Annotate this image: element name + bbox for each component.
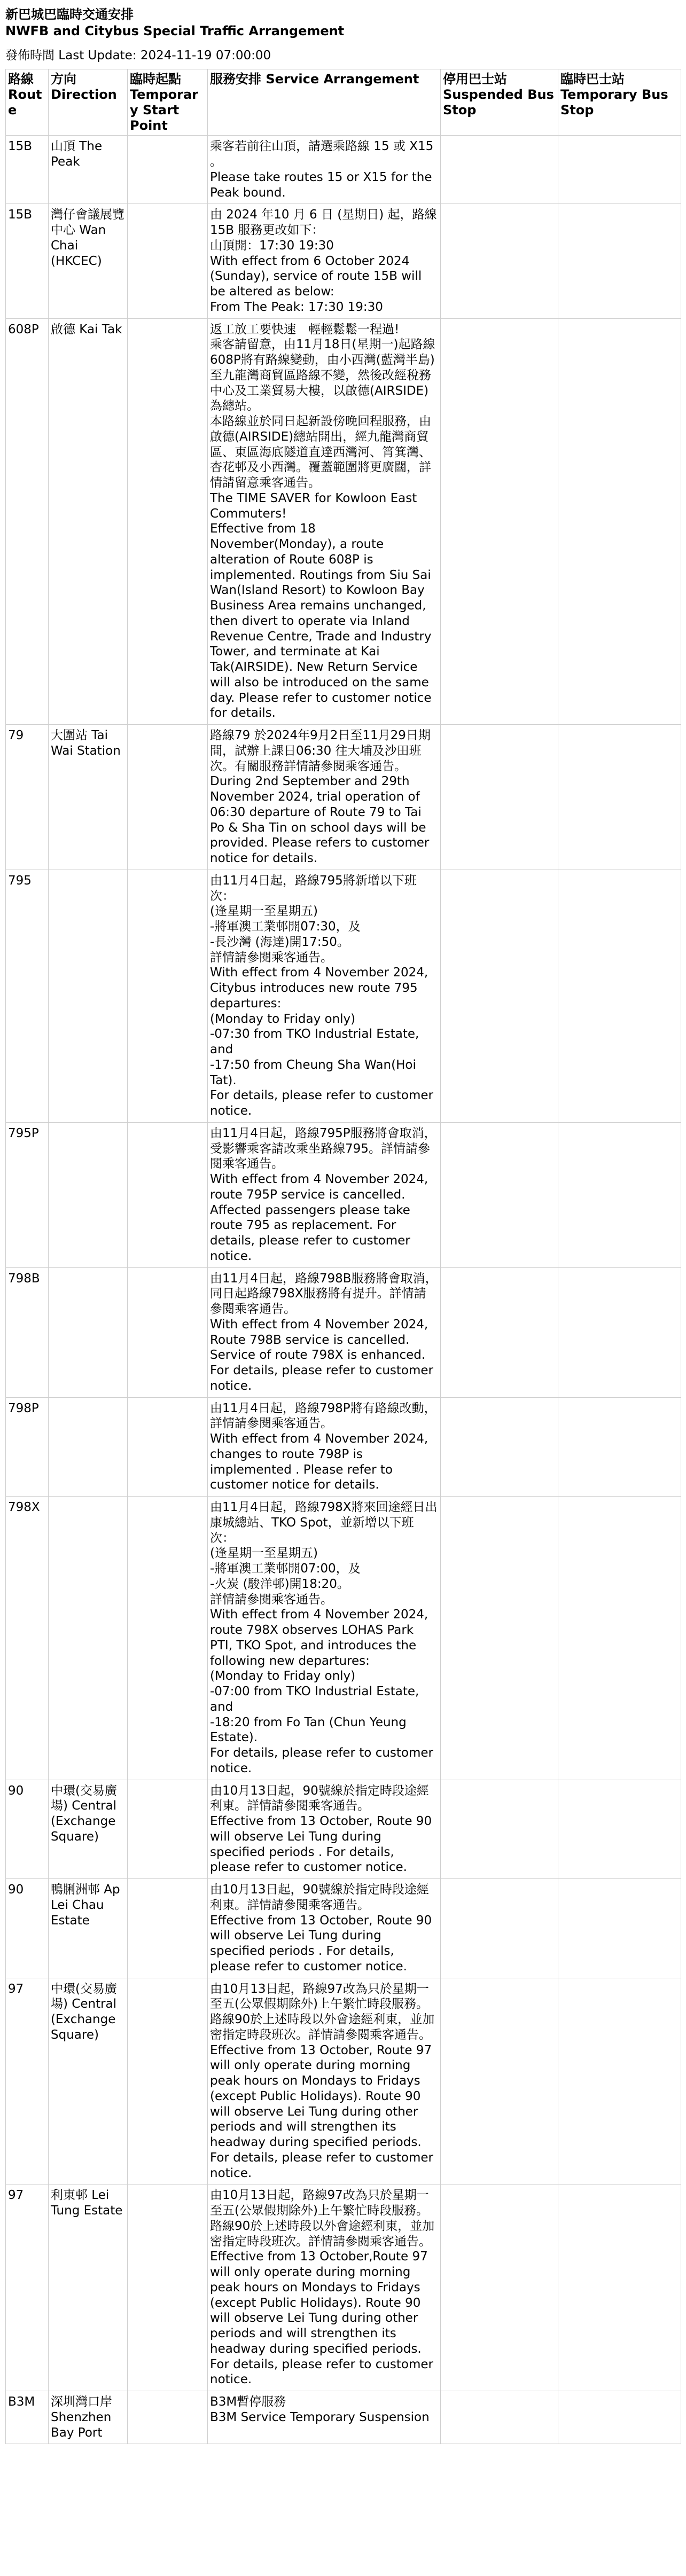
suspended-stop-cell [441,1780,558,1879]
service-line: (Monday to Friday only) [210,1669,356,1684]
suspended-stop-cell [441,136,558,204]
route-cell: 79 [6,725,49,870]
suspended-stop-cell [441,725,558,870]
temporary-stop-cell [558,318,681,725]
service-cell [208,1122,441,1267]
direction-cell: 山頂 The Peak [49,136,128,204]
temporary-stop-cell [558,1267,681,1397]
table-row [6,1122,681,1267]
table-row [6,204,681,318]
route-cell: 795P [6,1122,49,1267]
direction-cell: 鴨脷洲邨 Ap Lei Chau Estate [49,1879,128,1978]
temporary-start-cell [128,136,208,204]
table-row [6,1397,681,1497]
route-cell: 798B [6,1267,49,1397]
route-cell: 15B [6,136,49,204]
service-cell [208,2184,441,2391]
column-header-temporary-start: 臨時起點 Temporary Start Point [128,69,208,136]
service-line: Please take routes 15 or X15 for the Peak bound. [210,170,432,200]
service-cell [208,136,441,204]
temporary-stop-cell [558,1397,681,1497]
service-line: 返工放工要快速 輕輕鬆鬆一程過! [210,322,400,336]
temporary-stop-cell [558,136,681,204]
table-row [6,1879,681,1978]
service-line: -長沙灣 (海達)開17:50。 [210,935,349,949]
table-row [6,318,681,725]
column-header-suspended-stop: 停用巴士站 Suspended Bus Stop [441,69,558,136]
temporary-stop-cell [558,1780,681,1879]
temporary-start-cell [128,2391,208,2444]
service-line: Effective from 13 October, Route 90 will observe Lei Tung during specified periods . For details, please refer to customer notice. [210,1913,432,1974]
table-row [6,1497,681,1780]
direction-cell [49,1497,128,1780]
route-cell: 97 [6,2184,49,2391]
suspended-stop-cell [441,1267,558,1397]
column-header-route: 路線 Route [6,69,49,136]
temporary-start-cell [128,1978,208,2184]
service-cell [208,1267,441,1397]
temporary-stop-cell [558,2391,681,2444]
temporary-start-cell [128,1780,208,1879]
service-line: Effective from 13 October, Route 90 will observe Lei Tung during specified periods . For details, please refer to customer notice. [210,1814,432,1875]
service-cell [208,1397,441,1497]
service-line: During 2nd September and 29th November 2024, trial operation of 06:30 departure of Route 79 to Tai Po & Sha Tin on school days will be provided. Please refers to customer notice for details. [210,774,430,866]
service-line: 本路線並於同日起新設傍晚回程服務，由啟德(AIRSIDE)總站開出，經九龍灣商貿區、東區海底隧道直達西灣河、筲箕灣、杏花邨及小西灣。覆蓋範圍將更廣闊，詳情請留意乘客通告。 [210,414,431,490]
direction-cell [49,1267,128,1397]
service-cell [208,1497,441,1780]
suspended-stop-cell [441,1122,558,1267]
suspended-stop-cell [441,2184,558,2391]
column-header-temporary-stop: 臨時巴士站 Temporary Bus Stop [558,69,681,136]
suspended-stop-cell [441,1497,558,1780]
temporary-stop-cell [558,1122,681,1267]
direction-cell: 大圍站 Tai Wai Station [49,725,128,870]
route-cell: 97 [6,1978,49,2184]
title-zh: 新巴城巴臨時交通安排 [5,7,134,22]
service-line: -07:30 from TKO Industrial Estate, and [210,1027,419,1057]
temporary-stop-cell [558,1497,681,1780]
temporary-start-cell [128,1267,208,1397]
service-line: -07:00 from TKO Industrial Estate, and [210,1685,419,1714]
direction-cell [49,870,128,1122]
temporary-start-cell [128,870,208,1122]
route-cell: 795 [6,870,49,1122]
temporary-start-cell [128,2184,208,2391]
service-line: 由10月13日起，90號線於指定時段途經利東。詳情請參閱乘客通告。 [210,1783,429,1813]
service-cell [208,1879,441,1978]
service-line: With effect from 6 October 2024 (Sunday), service of route 15B will be altered as below: [210,254,422,299]
service-line: 由 2024 年10 月 6 日 (星期日) 起，路線 15B 服務更改如下： [210,208,437,238]
title-en: NWFB and Citybus Special Traffic Arrangement [5,24,345,39]
service-cell [208,1780,441,1879]
table-row [6,725,681,870]
direction-cell: 中環(交易廣場) Central (Exchange Square) [49,1780,128,1879]
table-header-row [6,69,681,136]
service-line: 詳情請參閱乘客通告。 [210,1592,333,1607]
service-line: With effect from 4 November 2024, route 798X observes LOHAS Park PTI, TKO Spot, and introduces the following new departures: [210,1608,428,1668]
temporary-start-cell [128,1497,208,1780]
service-cell [208,870,441,1122]
service-cell [208,2391,441,2444]
service-cell [208,725,441,870]
service-line: -18:20 from Fo Tan (Chun Yeung Estate). [210,1715,407,1745]
table-row [6,136,681,204]
service-line: -17:50 from Cheung Sha Wan(Hoi Tat). [210,1058,416,1087]
service-line: The TIME SAVER for Kowloon East Commuters! [210,491,417,521]
suspended-stop-cell [441,870,558,1122]
last-update: 發佈時間 Last Update: 2024-11-19 07:00:00 [5,49,271,63]
column-header-direction: 方向 Direction [49,69,128,136]
service-line: 由11月4日起，路線798B服務將會取消，同日起路線798X服務將有提升。詳情請參閱乘客通告。 [210,1271,438,1317]
table-row [6,870,681,1122]
service-line: 路線79 於2024年9月2日至11月29日期間，試辦上課日06:30 往大埔及沙田班次。有關服務詳情請參閱乘客通告。 [210,729,431,773]
temporary-start-cell [128,204,208,318]
service-line: (逢星期一至星期五) [210,1546,318,1561]
temporary-stop-cell [558,1879,681,1978]
service-line: For details, please refer to customer notice. [210,1746,433,1775]
route-cell: 15B [6,204,49,318]
direction-cell: 中環(交易廣場) Central (Exchange Square) [49,1978,128,2184]
service-line: 由10月13日起，路線97改為只於星期一至五(公眾假期除外)上午繁忙時段服務。路線90於上述時段以外會途經利東，並加密指定時段班次。詳情請參閱乘客通告。 [210,2188,435,2249]
table-row [6,1978,681,2184]
direction-cell [49,1122,128,1267]
route-cell: 90 [6,1879,49,1978]
service-cell [208,204,441,318]
service-cell [208,1978,441,2184]
temporary-stop-cell [558,2184,681,2391]
service-line: 由10月13日起，路線97改為只於星期一至五(公眾假期除外)上午繁忙時段服務。路線90於上述時段以外會途經利東，並加密指定時段班次。詳情請參閱乘客通告。 [210,1982,435,2042]
direction-cell: 深圳灣口岸 Shenzhen Bay Port [49,2391,128,2444]
suspended-stop-cell [441,204,558,318]
table-row [6,1780,681,1879]
service-line: With effect from 4 November 2024, Citybus introduces new route 795 departures: [210,966,428,1011]
service-line: 乘客若前往山頂，請選乘路線 15 或 X15 。 [210,139,434,169]
table-row [6,1267,681,1397]
service-line: -將軍澳工業邨開07:00，及 [210,1562,361,1576]
suspended-stop-cell [441,1397,558,1497]
service-line: Effective from 13 October,Route 97 will only operate during morning peak hours on Mondays to Fridays (except Public Holidays). Route 90 will observe Lei Tung during other periods and will strengthen its headway during specified periods. For details, please refer to customer notice. [210,2250,433,2387]
temporary-stop-cell [558,1978,681,2184]
service-line: Effective from 13 October, Route 97 will only operate during morning peak hours on Mondays to Fridays (except Public Holidays). Route 90 will observe Lei Tung during other periods and will strengthen its headway during specified periods. For details, please refer to customer notice. [210,2043,433,2180]
table-row [6,2184,681,2391]
arrangement-table [5,69,681,2444]
temporary-stop-cell [558,725,681,870]
route-cell: B3M [6,2391,49,2444]
service-line: 由11月4日起，路線795P服務將會取消，受影響乘客請改乘坐路線795。詳情請參閱乘客通告。 [210,1126,436,1171]
service-line: From The Peak: 17:30 19:30 [210,300,383,314]
route-cell: 608P [6,318,49,725]
route-cell: 798P [6,1397,49,1497]
service-line: 由11月4日起，路線798X將來回途經日出康城總站、TKO Spot，並新增以下班次： [210,1500,438,1545]
direction-cell: 啟德 Kai Tak [49,318,128,725]
table-body [6,136,681,2444]
service-line: 由10月13日起，90號線於指定時段途經利東。詳情請參閱乘客通告。 [210,1883,429,1912]
temporary-start-cell [128,1397,208,1497]
direction-cell: 灣仔會議展覽中心 Wan Chai (HKCEC) [49,204,128,318]
table-row [6,2391,681,2444]
service-line: -火炭 (駿洋邨)開18:20。 [210,1577,349,1591]
service-line: (逢星期一至星期五) [210,904,318,919]
service-line: 山頂開：17:30 19:30 [210,238,334,253]
service-cell [208,318,441,725]
service-line: With effect from 4 November 2024, changes to route 798P is implemented . Please refer to customer notice for details. [210,1432,428,1492]
temporary-stop-cell [558,204,681,318]
service-line: 由11月4日起，路線798P將有路線改動，詳情請參閱乘客通告。 [210,1401,436,1431]
service-line: 乘客請留意，由11月18日(星期一)起路線608P將有路線變動，由小西灣(藍灣半島)至九龍灣商貿區路線不變，然後改經稅務中心及工業貿易大樓，以啟德(AIRSIDE)為總站。 [210,338,435,413]
service-line: With effect from 4 November 2024, route 795P service is cancelled. Affected passengers please take route 795 as replacement. For details, please refer to customer notice. [210,1172,428,1263]
service-line: For details, please refer to customer notice. [210,1089,433,1118]
temporary-start-cell [128,318,208,725]
direction-cell [49,1397,128,1497]
service-line: With effect from 4 November 2024, Route 798B service is cancelled. Service of route 798X is enhanced. For details, please refer to customer notice. [210,1317,433,1393]
route-cell: 90 [6,1780,49,1879]
temporary-start-cell [128,725,208,870]
suspended-stop-cell [441,2391,558,2444]
service-line: B3M Service Temporary Suspension [210,2410,430,2424]
service-line: (Monday to Friday only) [210,1012,356,1026]
temporary-stop-cell [558,870,681,1122]
suspended-stop-cell [441,318,558,725]
service-line: B3M暫停服務 [210,2395,286,2409]
temporary-start-cell [128,1879,208,1978]
service-line: Effective from 18 November(Monday), a route alteration of Route 608P is implemented. Routings from Siu Sai Wan(Island Resort) to Kowloon Bay Business Area remains unchanged, then divert to operate via Inland Revenue Centre, Trade and Industry Tower, and terminate at Kai Tak(AIRSIDE). New Return Service will also be introduced on the same day. Please refer to customer notice for details. [210,522,432,721]
service-line: -將軍澳工業邨開07:30，及 [210,920,361,934]
service-line: 詳情請參閱乘客通告。 [210,950,333,965]
column-header-service: 服務安排 Service Arrangement [208,69,441,136]
suspended-stop-cell [441,1879,558,1978]
direction-cell: 利東邨 Lei Tung Estate [49,2184,128,2391]
route-cell: 798X [6,1497,49,1780]
service-line: 由11月4日起，路線795將新增以下班次： [210,873,417,903]
temporary-start-cell [128,1122,208,1267]
suspended-stop-cell [441,1978,558,2184]
